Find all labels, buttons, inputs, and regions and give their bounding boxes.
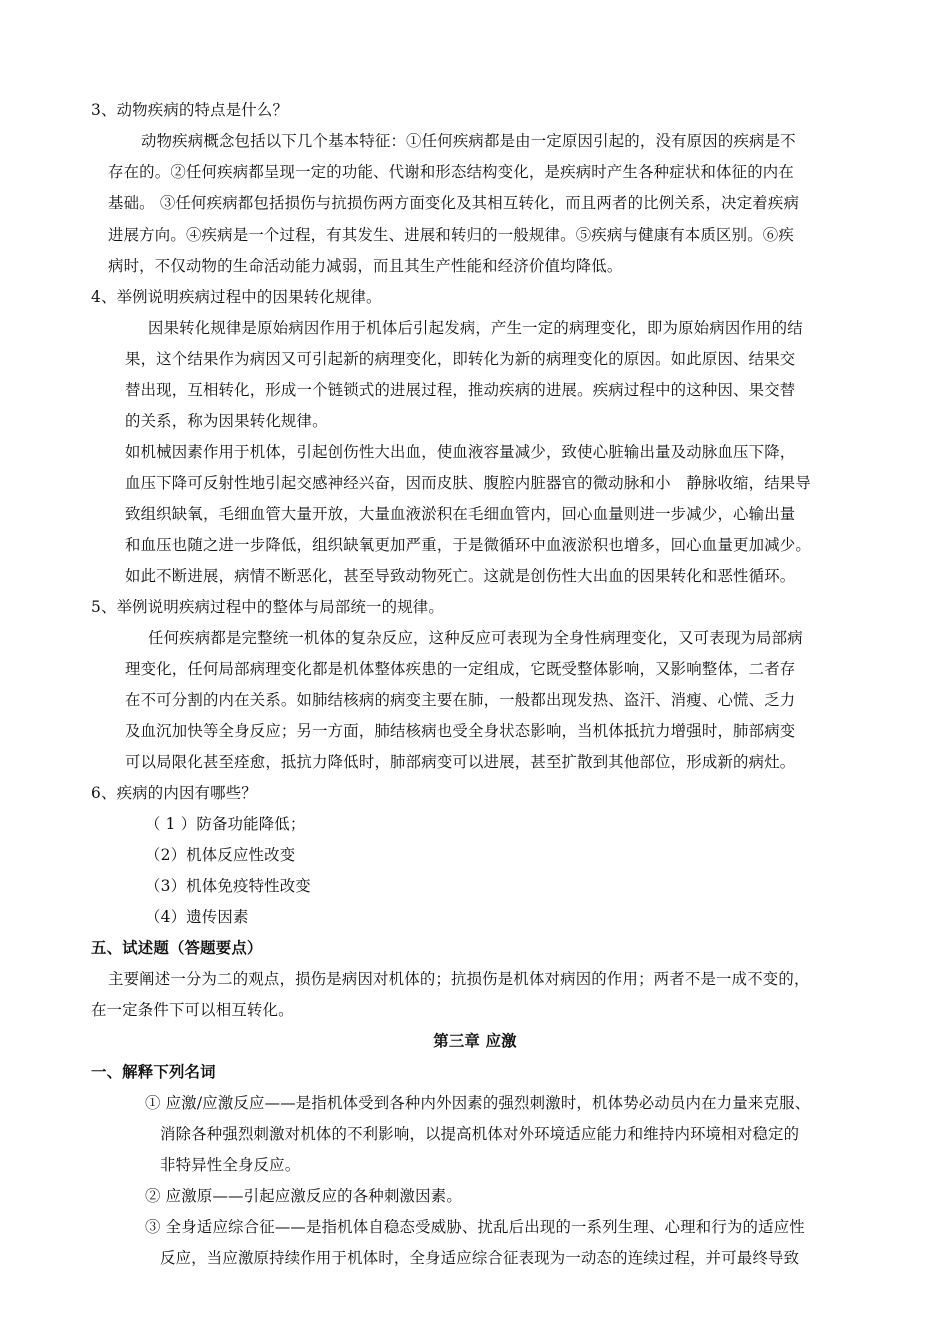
answer-5-line: 任何疾病都是完整统一机体的复杂反应，这种反应可表现为全身性病理变化，又可表现为局部病 — [148, 629, 803, 647]
answer-5-line: 及血沉加快等全身反应；另一方面，肺结核病也受全身状态影响，当机体抵抗力增强时，肺部病变 — [125, 722, 796, 740]
answer-4-example-line: 如此不断进展，病情不断恶化，甚至导致动物死亡。这就是创伤性大出血的因果转化和恶性循环。 — [125, 567, 796, 585]
list-item: （ 1 ）防备功能降低； — [145, 815, 306, 833]
list-item: （3）机体免疫特性改变 — [145, 877, 311, 895]
answer-3-line: 基础。 ③任何疾病都包括损伤与抗损伤两方面变化及其相互转化，而且两者的比例关系，决定着疾病 — [108, 194, 800, 212]
question-5-heading: 5、举例说明疾病过程中的整体与局部统一的规律。 — [91, 598, 444, 616]
answer-4-example-line: 血压下降可反射性地引起交感神经兴奋，因而皮肤、腹腔内脏器官的微动脉和小 静脉收缩，结果导 — [125, 474, 811, 492]
section-1-heading: 一、解释下列名词 — [91, 1063, 216, 1081]
definition-line: 反应，当应激原持续作用于机体时，全身适应综合征表现为一动态的连续过程，并可最终导致 — [160, 1249, 800, 1267]
answer-4-line: 因果转化规律是原始病因作用于机体后引起发病，产生一定的病理变化，即为原始病因作用的结 — [148, 319, 803, 337]
answer-5-line: 理变化，任何局部病理变化都是机体整体疾患的一定组成，它既受整体影响，又影响整体，二者存 — [125, 660, 796, 678]
definition-line: ① 应激/应激反应——是指机体受到各种内外因素的强烈刺激时，机体势必动员内在力量来克服、 — [145, 1094, 811, 1112]
answer-4-example-line: 和血压也随之进一步降低，组织缺氧更加严重，于是微循环中血液淤积也增多，回心血量更加减少。 — [125, 536, 811, 554]
answer-5-line: 在不可分割的内在关系。如肺结核病的病变主要在肺，一般都出现发热、盗汗、消瘦、心慌、乏力 — [125, 691, 796, 709]
question-6-heading: 6、疾病的内因有哪些？ — [91, 784, 257, 802]
question-3-heading: 3、动物疾病的特点是什么？ — [91, 101, 289, 119]
definition-line: 非特异性全身反应。 — [160, 1156, 301, 1174]
list-item: （2）机体反应性改变 — [145, 846, 296, 864]
essay-answer-line: 主要阐述一分为二的观点，损伤是病因对机体的；抗损伤是机体对病因的作用；两者不是一成不变的， — [108, 970, 810, 988]
list-item: （4）遗传因素 — [145, 908, 249, 926]
answer-4-line: 替出现，互相转化，形成一个链锁式的进展过程，推动疾病的进展。疾病过程中的这种因、果交替 — [125, 381, 796, 399]
answer-4-line: 的关系，称为因果转化规律。 — [125, 412, 328, 430]
chapter-title: 第三章 应激 — [433, 1032, 517, 1050]
definition-line: 消除各种强烈刺激对机体的不利影响，以提高机体对外环境适应能力和维持内环境相对稳定的 — [160, 1125, 800, 1143]
definition-line: ③ 全身适应综合征——是指机体自稳态受威胁、扰乱后出现的一系列生理、心理和行为的适应性 — [145, 1218, 805, 1236]
answer-4-example-line: 如机械因素作用于机体，引起创伤性大出血，使血液容量减少，致使心脏输出量及动脉血压下降， — [125, 443, 796, 461]
definition-line: ② 应激原——引起应激反应的各种刺激因素。 — [145, 1187, 462, 1205]
section-5-heading: 五、试述题（答题要点） — [91, 939, 263, 957]
answer-3-line: 存在的。②任何疾病都呈现一定的功能、代谢和形态结构变化，是疾病时产生各种症状和体征的内在 — [108, 163, 794, 181]
answer-4-line: 果，这个结果作为病因又可引起新的病理变化，即转化为新的病理变化的原因。如此原因、结果交 — [125, 350, 796, 368]
answer-4-example-line: 致组织缺氧，毛细血管大量开放，大量血液淤积在毛细血管内，回心血量则进一步减少，心输出量 — [125, 505, 796, 523]
answer-3-line: 病时，不仅动物的生命活动能力减弱，而且其生产性能和经济价值均降低。 — [108, 257, 623, 275]
essay-answer-line: 在一定条件下可以相互转化。 — [91, 1001, 294, 1019]
answer-3-line: 动物疾病概念包括以下几个基本特征：①任何疾病都是由一定原因引起的，没有原因的疾病是不 — [141, 132, 796, 150]
answer-3-line: 进展方向。④疾病是一个过程，有其发生、进展和转归的一般规律。⑤疾病与健康有本质区别。⑥疾 — [108, 226, 794, 244]
answer-5-line: 可以局限化甚至痊愈，抵抗力降低时，肺部病变可以进展，甚至扩散到其他部位，形成新的病灶。 — [125, 753, 796, 771]
question-4-heading: 4、举例说明疾病过程中的因果转化规律。 — [91, 288, 382, 306]
